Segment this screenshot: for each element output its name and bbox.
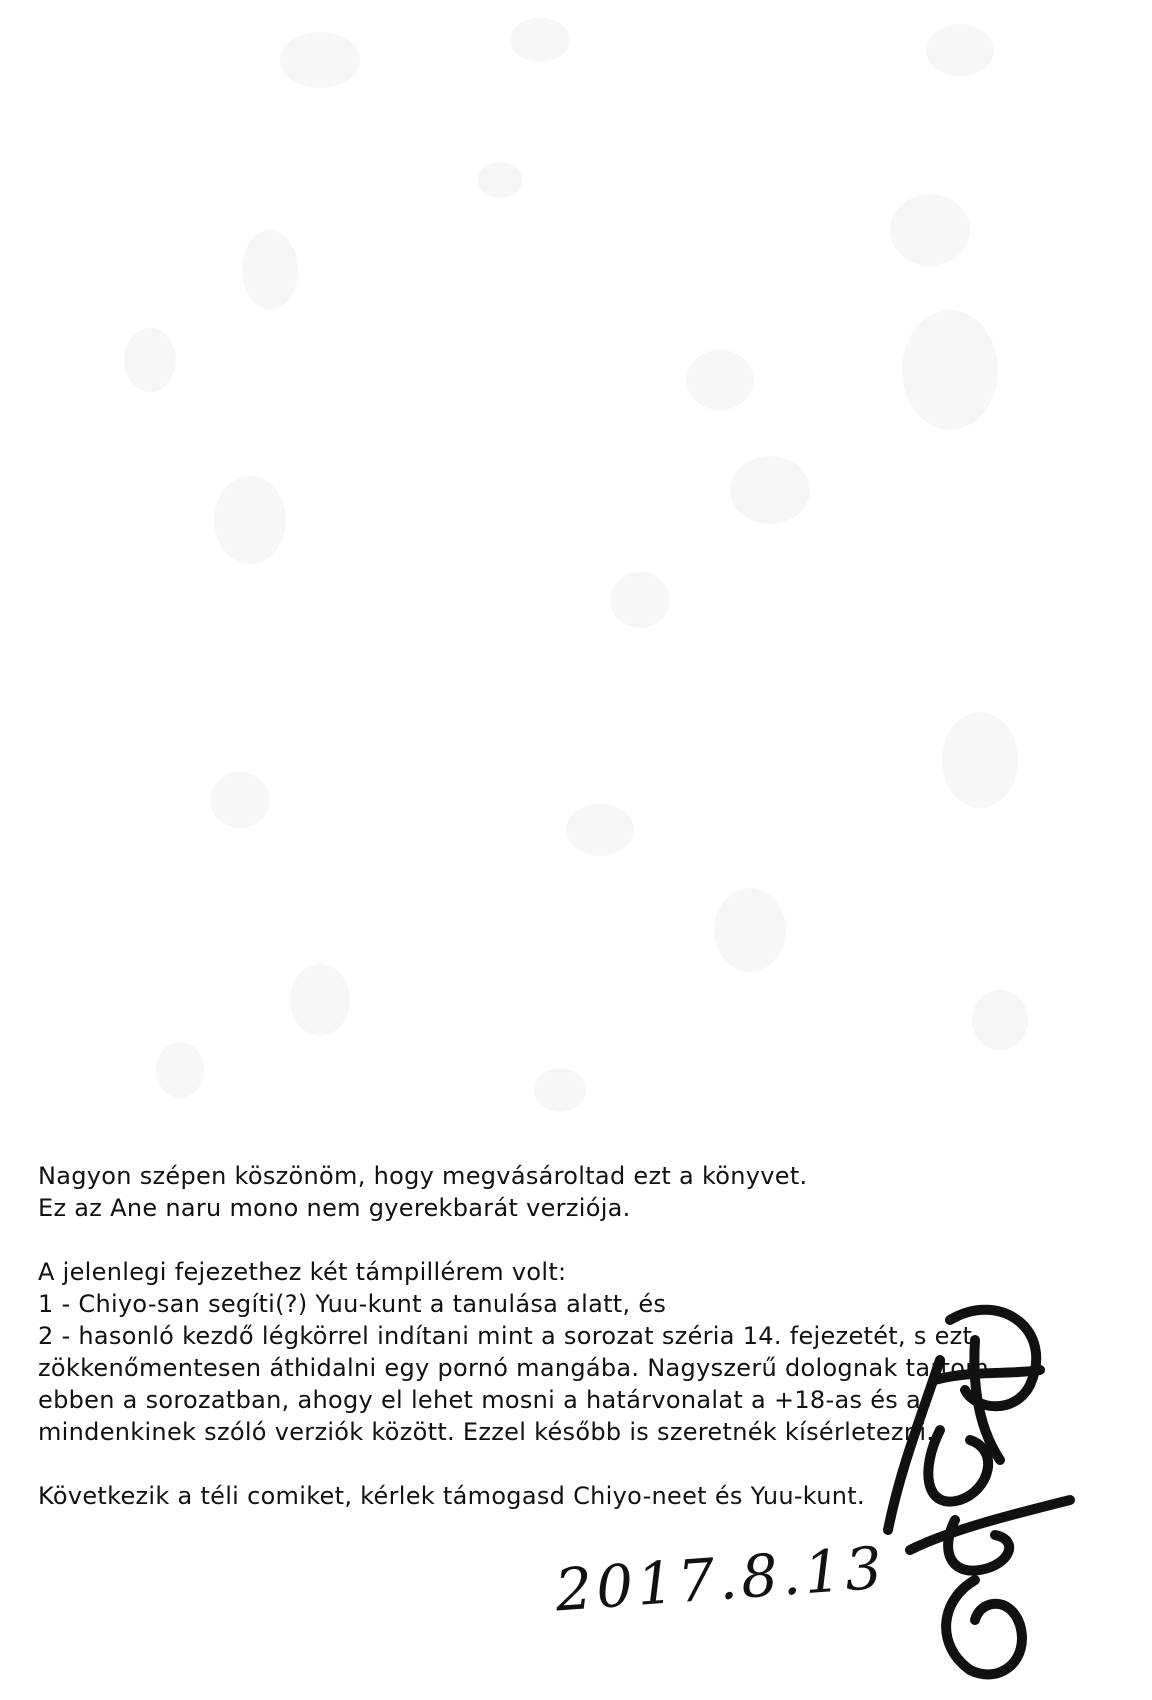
afterword-line: Ez az Ane naru mono nem gyerekbarát verziója. <box>38 1194 631 1222</box>
afterword-line: mindenkinek szóló verziók között. Ezzel később is szeretnék kísérletezni. <box>38 1418 935 1446</box>
afterword-line: A jelenlegi fejezethez két támpillérem volt: <box>38 1258 567 1286</box>
afterword-line: ebben a sorozatban, ahogy el lehet mosni a határvonalat a +18-as és a <box>38 1386 922 1414</box>
afterword-line: Következik a téli comiket, kérlek támogasd Chiyo-neet és Yuu-kunt. <box>38 1482 865 1510</box>
handwritten-date: 2017.8.13 <box>553 1533 889 1625</box>
afterword-line: 2 - hasonló kezdő légkörrel indítani mint a sorozat széria 14. fejezetét, s ezt <box>38 1322 973 1350</box>
afterword-line: 1 - Chiyo-san segíti(?) Yuu-kunt a tanulása alatt, és <box>38 1290 667 1318</box>
afterword-line: zökkenőmentesen áthidalni egy pornó mangába. Nagyszerű dolognak tartom <box>38 1354 989 1382</box>
afterword-line: Nagyon szépen köszönöm, hogy megvásároltad ezt a könyvet. <box>38 1162 808 1190</box>
afterword-text-block <box>38 1160 989 1512</box>
handwritten-signature <box>880 1300 1080 1690</box>
